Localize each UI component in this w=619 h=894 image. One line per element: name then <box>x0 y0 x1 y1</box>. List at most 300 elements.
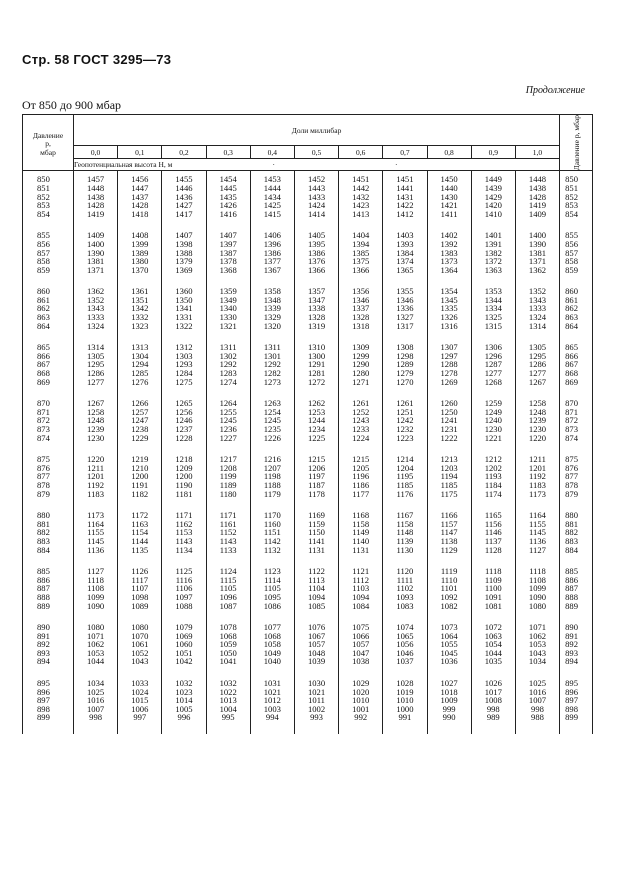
table-cell: 875 <box>565 454 578 465</box>
table-cell: 853 <box>37 200 50 211</box>
pressure-header-right <box>560 115 593 171</box>
table-cell: 1267 <box>528 376 547 387</box>
table-cell: 1000 <box>396 703 414 714</box>
table-cell: 1219 <box>131 454 149 465</box>
height-column-cell <box>515 621 559 677</box>
height-column-cell <box>74 171 118 229</box>
table-cell: 1290 <box>352 359 370 370</box>
height-column-cell <box>427 453 471 509</box>
table-cell: 1284 <box>175 368 193 379</box>
table-cell: 1296 <box>484 350 502 361</box>
table-cell: 1080 <box>528 600 547 611</box>
table-row-group <box>23 565 593 621</box>
height-column-cell <box>162 509 206 565</box>
table-cell: 1419 <box>87 208 105 219</box>
table-cell: 1328 <box>352 312 370 323</box>
fraction-header: Доли миллибар <box>74 115 560 146</box>
table-cell: 1161 <box>219 518 237 529</box>
height-column-cell <box>162 341 206 397</box>
table-cell: 1358 <box>263 286 281 297</box>
height-column-cell <box>118 171 162 229</box>
table-cell: 1207 <box>263 462 281 473</box>
table-cell: 1225 <box>307 432 326 443</box>
height-column-cell <box>427 677 471 734</box>
table-cell: 1369 <box>175 264 193 275</box>
table-cell: 1378 <box>219 256 237 267</box>
table-cell: 874 <box>565 432 578 443</box>
table-cell: 1323 <box>131 320 149 331</box>
table-cell: 1352 <box>87 294 105 305</box>
table-cell: 1080 <box>131 622 149 633</box>
height-column-cell <box>162 171 206 229</box>
table-cell: 1009 <box>440 695 458 706</box>
table-cell: 1056 <box>396 639 414 650</box>
table-cell: 1414 <box>307 208 326 219</box>
table-cell: 1099 <box>87 591 105 602</box>
table-cell: 1230 <box>528 424 547 434</box>
height-column-cell <box>250 285 294 341</box>
table-cell: 1169 <box>308 510 325 521</box>
table-cell: 866 <box>37 350 50 361</box>
table-cell: 1363 <box>484 264 502 275</box>
height-column-cell <box>427 285 471 341</box>
table-cell: 1052 <box>131 647 149 658</box>
height-column-cell <box>162 453 206 509</box>
table-cell: 1390 <box>528 238 547 249</box>
table-cell: 1407 <box>175 230 193 241</box>
table-cell: 871 <box>37 406 50 417</box>
table-cell: 1403 <box>396 230 414 241</box>
table-cell: 1101 <box>440 583 458 594</box>
table-cell: 1372 <box>484 256 502 267</box>
table-cell: 1138 <box>440 535 458 546</box>
table-cell: 1353 <box>484 286 502 297</box>
table-cell: 990 <box>442 712 456 723</box>
table-cell: 1096 <box>219 591 237 602</box>
table-cell: 1386 <box>307 247 326 258</box>
table-cell: 1326 <box>440 312 458 323</box>
table-cell: 882 <box>565 527 578 538</box>
table-cell: 876 <box>565 462 578 473</box>
table-cell: 1387 <box>219 247 237 258</box>
table-cell: 861 <box>565 294 578 305</box>
table-cell: 861 <box>37 294 50 305</box>
table-cell: 1281 <box>307 368 326 379</box>
table-cell: 1127 <box>529 544 546 555</box>
table-cell: 1152 <box>219 527 237 538</box>
table-cell: 854 <box>565 208 578 219</box>
table-cell: 860 <box>37 286 50 297</box>
table-cell: 1351 <box>131 294 149 305</box>
table-cell: 1195 <box>396 471 414 482</box>
height-column-cell <box>383 621 427 677</box>
table-cell: 1308 <box>396 342 414 353</box>
table-cell: 870 <box>565 398 578 409</box>
table-cell: 1057 <box>352 639 370 650</box>
table-cell: 1065 <box>396 630 414 641</box>
table-cell: 882 <box>37 527 50 538</box>
pressure-cell-right <box>560 397 593 453</box>
table-cell: 1364 <box>440 264 458 275</box>
table-cell: 1099 <box>528 583 547 594</box>
table-cell: 1341 <box>175 303 193 314</box>
height-column-cell <box>162 397 206 453</box>
table-cell: 1159 <box>308 518 325 529</box>
table-cell: 1125 <box>175 566 193 577</box>
table-cell: 1430 <box>440 191 458 202</box>
table-cell: 989 <box>486 712 500 723</box>
table-cell: 1273 <box>263 376 281 387</box>
height-column-cell <box>206 509 250 565</box>
table-cell: 1293 <box>175 359 193 370</box>
table-cell: 1216 <box>263 454 281 465</box>
table-cell: 868 <box>37 368 50 379</box>
table-cell: 1303 <box>175 350 193 361</box>
table-cell: 1100 <box>484 583 502 594</box>
pressure-cell-left <box>23 677 74 734</box>
table-cell: 880 <box>565 510 578 521</box>
table-cell: 1352 <box>528 286 547 297</box>
table-cell: 1193 <box>484 471 502 482</box>
table-cell: 1312 <box>175 342 193 353</box>
height-column-cell <box>427 509 471 565</box>
table-cell: 1429 <box>484 191 502 202</box>
table-cell: 1039 <box>307 656 326 667</box>
table-cell: 1283 <box>219 368 237 379</box>
table-cell: 1373 <box>440 256 458 267</box>
table-cell: 1422 <box>396 200 414 211</box>
table-cell: 888 <box>37 591 50 602</box>
table-cell: 1252 <box>352 406 370 417</box>
fraction-col-header: 0,6 <box>339 146 383 159</box>
table-cell: 1002 <box>307 703 326 714</box>
table-cell: 1333 <box>87 312 105 323</box>
table-cell: 1116 <box>175 574 193 585</box>
table-cell: 1173 <box>529 488 546 499</box>
height-column-cell <box>339 285 383 341</box>
header-dot: · <box>272 160 275 170</box>
table-cell: 1084 <box>352 600 370 611</box>
table-cell: 1437 <box>131 191 149 202</box>
table-cell: 1040 <box>263 656 281 667</box>
table-cell: 1346 <box>396 294 414 305</box>
table-cell: 1172 <box>131 510 149 521</box>
table-cell: 1114 <box>264 574 281 585</box>
table-cell: 1306 <box>484 342 502 353</box>
table-cell: 1149 <box>352 527 370 538</box>
table-cell: 1435 <box>219 191 237 202</box>
height-column-cell <box>515 229 559 285</box>
table-cell: 1287 <box>484 359 502 370</box>
table-cell: 1136 <box>87 544 105 555</box>
table-cell: 1445 <box>219 182 237 193</box>
table-cell: 1316 <box>440 320 458 331</box>
table-cell: 988 <box>531 712 544 723</box>
table-cell: 1189 <box>219 479 237 490</box>
table-cell: 1122 <box>308 566 325 577</box>
table-cell: 1086 <box>263 600 281 611</box>
table-cell: 893 <box>565 647 578 658</box>
table-cell: 1282 <box>263 368 281 379</box>
table-cell: 1304 <box>131 350 149 361</box>
table-cell: 1349 <box>219 294 237 305</box>
table-cell: 884 <box>37 544 50 555</box>
height-column-cell <box>515 677 559 734</box>
table-cell: 1433 <box>307 191 326 202</box>
height-column-cell <box>206 285 250 341</box>
table-cell: 1151 <box>263 527 281 538</box>
table-cell: 1297 <box>440 350 458 361</box>
table-cell: 1336 <box>396 303 414 314</box>
table-cell: 895 <box>37 678 50 689</box>
table-cell: 1325 <box>484 312 502 323</box>
table-cell: 896 <box>565 686 578 697</box>
table-cell: 1360 <box>175 286 193 297</box>
table-cell: 1072 <box>484 622 502 633</box>
table-cell: 1053 <box>87 647 105 658</box>
table-cell: 1298 <box>396 350 414 361</box>
table-cell: 1030 <box>307 678 326 689</box>
table-cell: 1131 <box>308 544 325 555</box>
table-cell: 879 <box>37 488 50 499</box>
table-cell: 1032 <box>175 678 193 689</box>
table-cell: 865 <box>565 342 578 353</box>
table-cell: 1248 <box>87 415 105 426</box>
table-cell: 1434 <box>263 191 281 202</box>
table-cell: 1330 <box>219 312 237 323</box>
table-cell: 1107 <box>131 583 149 594</box>
table-cell: 1206 <box>307 462 326 473</box>
height-column-cell <box>383 341 427 397</box>
table-cell: 1047 <box>352 647 370 658</box>
fraction-col-header: 0,8 <box>427 146 471 159</box>
table-cell: 1090 <box>87 600 105 611</box>
table-cell: 853 <box>565 200 578 211</box>
table-row-group <box>23 285 593 341</box>
table-cell: 1143 <box>219 535 237 546</box>
table-cell: 1037 <box>396 656 414 667</box>
table-cell: 1108 <box>529 574 546 585</box>
table-cell: 1455 <box>175 174 193 185</box>
height-column-cell <box>294 285 338 341</box>
table-cell: 1270 <box>396 376 414 387</box>
table-cell: 1091 <box>484 591 502 602</box>
table-cell: 1362 <box>528 264 547 275</box>
table-cell: 1078 <box>219 622 237 633</box>
table-cell: 1239 <box>87 424 105 434</box>
table-cell: 1167 <box>396 510 414 521</box>
table-cell: 1343 <box>87 303 105 314</box>
table-cell: 1347 <box>307 294 326 305</box>
height-column-cell <box>250 621 294 677</box>
table-cell: 1258 <box>87 406 105 417</box>
table-cell: 1192 <box>529 471 546 482</box>
table-cell: 1305 <box>528 342 547 353</box>
table-cell: 856 <box>37 238 50 249</box>
table-cell: 1311 <box>219 342 237 353</box>
height-column-cell <box>206 229 250 285</box>
table-cell: 1105 <box>263 583 281 594</box>
table-cell: 887 <box>565 583 578 594</box>
table-cell: 898 <box>565 703 578 714</box>
table-cell: 1158 <box>396 518 414 529</box>
table-cell: 1420 <box>484 200 502 211</box>
table-cell: 1446 <box>175 182 193 193</box>
table-cell: 1007 <box>87 703 105 714</box>
table-cell: 1054 <box>484 639 502 650</box>
table-cell: 1022 <box>219 686 237 697</box>
table-cell: 1158 <box>352 518 370 529</box>
table-cell: 1134 <box>175 544 193 555</box>
height-column-cell <box>383 285 427 341</box>
table-cell: 1164 <box>529 510 546 521</box>
table-cell: 1242 <box>396 415 414 426</box>
height-column-cell <box>118 509 162 565</box>
height-column-cell <box>294 397 338 453</box>
table-cell: 1031 <box>263 678 281 689</box>
table-cell: 1192 <box>87 479 105 490</box>
table-cell: 1005 <box>175 703 193 714</box>
table-cell: 871 <box>565 406 578 417</box>
table-cell: 1220 <box>528 432 547 443</box>
table-cell: 1165 <box>484 510 502 521</box>
table-cell: 1396 <box>263 238 281 249</box>
height-column-cell <box>74 341 118 397</box>
height-column-cell <box>74 677 118 734</box>
table-cell: 881 <box>565 518 578 529</box>
height-column-cell <box>74 509 118 565</box>
table-cell: 1190 <box>175 479 193 490</box>
table-cell: 1428 <box>131 200 149 211</box>
table-cell: 994 <box>265 712 279 723</box>
table-cell: 1412 <box>396 208 414 219</box>
height-column-cell <box>383 171 427 229</box>
table-cell: 1456 <box>131 174 149 185</box>
table-cell: 1070 <box>131 630 149 641</box>
table-cell: 1061 <box>131 639 149 650</box>
table-cell: 899 <box>37 712 50 723</box>
table-cell: 1279 <box>396 368 414 379</box>
table-cell: 1367 <box>263 264 281 275</box>
table-cell: 1260 <box>440 398 458 409</box>
height-column-cell <box>250 677 294 734</box>
table-cell: 1246 <box>175 415 193 426</box>
table-cell: 1278 <box>440 368 458 379</box>
table-cell: 1075 <box>352 622 370 633</box>
height-column-cell <box>250 229 294 285</box>
table-cell: 1118 <box>485 566 502 577</box>
table-cell: 998 <box>89 712 103 723</box>
table-cell: 1201 <box>87 471 105 482</box>
table-cell: 1317 <box>396 320 414 331</box>
table-cell: 1377 <box>263 256 281 267</box>
table-cell: 1223 <box>396 432 414 443</box>
height-column-cell <box>74 565 118 621</box>
height-column-cell <box>118 565 162 621</box>
table-cell: 1010 <box>396 695 414 706</box>
height-column-cell <box>74 229 118 285</box>
table-cell: 1451 <box>396 174 414 185</box>
table-cell: 1277 <box>484 368 502 379</box>
height-column-cell <box>206 397 250 453</box>
table-cell: 1118 <box>529 566 546 577</box>
table-cell: 1236 <box>219 424 237 434</box>
table-cell: 1335 <box>440 303 458 314</box>
table-cell: 1375 <box>352 256 370 267</box>
table-cell: 1411 <box>440 208 458 219</box>
table-cell: 890 <box>37 622 50 633</box>
table-cell: 1058 <box>263 639 281 650</box>
table-cell: 867 <box>565 359 578 370</box>
table-cell: 1391 <box>484 238 502 249</box>
table-cell: 1106 <box>175 583 193 594</box>
height-column-cell <box>339 397 383 453</box>
table-cell: 1199 <box>219 471 237 482</box>
table-cell: 1221 <box>484 432 502 443</box>
table-cell: 1361 <box>131 286 149 297</box>
table-cell: 1133 <box>219 544 237 555</box>
table-cell: 1071 <box>528 622 547 633</box>
table-cell: 1426 <box>219 200 237 211</box>
table-cell: 865 <box>37 342 50 353</box>
table-cell: 1322 <box>175 320 193 331</box>
table-cell: 1286 <box>528 359 547 370</box>
table-cell: 1269 <box>440 376 458 387</box>
height-column-cell <box>471 397 515 453</box>
fraction-col-header: 0,9 <box>471 146 515 159</box>
height-column-cell <box>471 677 515 734</box>
table-cell: 1177 <box>352 488 370 499</box>
table-cell: 1110 <box>440 574 458 585</box>
pressure-cell-right <box>560 453 593 509</box>
table-cell: 1428 <box>528 191 547 202</box>
table-cell: 1436 <box>175 191 193 202</box>
table-cell: 1060 <box>175 639 193 650</box>
table-cell: 1035 <box>484 656 502 667</box>
table-cell: 859 <box>565 264 578 275</box>
table-cell: 1418 <box>131 208 149 219</box>
table-cell: 1393 <box>396 238 414 249</box>
table-cell: 1240 <box>484 415 502 426</box>
table-cell: 860 <box>565 286 578 297</box>
table-cell: 1208 <box>219 462 237 473</box>
height-column-cell <box>515 509 559 565</box>
table-cell: 1359 <box>219 286 237 297</box>
table-cell: 1123 <box>263 566 281 577</box>
table-cell: 1218 <box>175 454 193 465</box>
table-cell: 1174 <box>484 488 502 499</box>
table-cell: 991 <box>398 712 412 723</box>
table-cell: 1079 <box>175 622 193 633</box>
fraction-col-header: 1,0 <box>515 146 559 159</box>
table-cell: 1339 <box>263 303 281 314</box>
table-cell: 1371 <box>87 264 105 275</box>
table-cell: 1332 <box>131 312 149 323</box>
table-cell: 1098 <box>131 591 149 602</box>
table-cell: 1239 <box>528 415 547 426</box>
height-column-cell <box>383 229 427 285</box>
table-cell: 894 <box>37 656 50 667</box>
table-cell: 998 <box>486 703 500 714</box>
table-cell: 1258 <box>528 398 547 409</box>
table-cell: 1185 <box>396 479 414 490</box>
table-cell: 1410 <box>484 208 502 219</box>
table-cell: 1131 <box>352 544 370 555</box>
table-cell: 1034 <box>528 656 547 667</box>
table-cell: 1227 <box>219 432 237 443</box>
pressure-cell-left <box>23 621 74 677</box>
table-cell: 1097 <box>175 591 193 602</box>
